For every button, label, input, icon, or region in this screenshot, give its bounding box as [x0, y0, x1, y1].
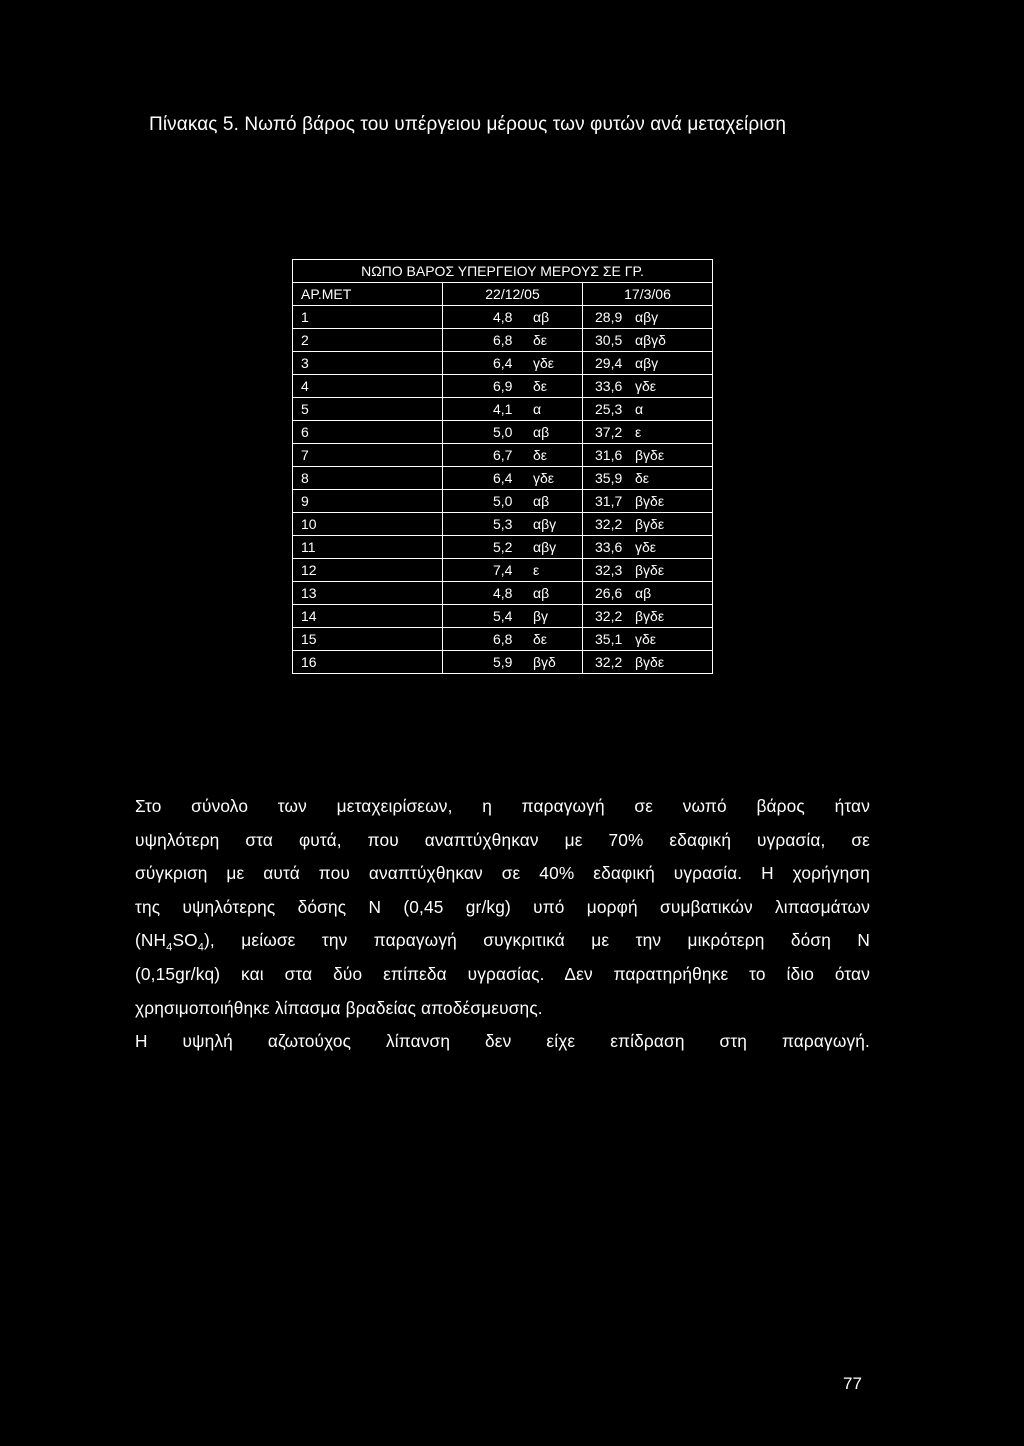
- table-row: [293, 329, 713, 352]
- treatment-number-cell: 15: [293, 628, 443, 651]
- paragraph-line: Στο σύνολο των μεταχειρίσεων, η παραγωγή σε νωπό βάρος ήταν: [135, 796, 870, 816]
- date-2-cell: [583, 306, 713, 329]
- table-row: [293, 467, 713, 490]
- weight-value: 6,9: [493, 378, 513, 394]
- significance-group: γδε: [635, 539, 657, 555]
- significance-group: γδε: [533, 470, 555, 486]
- data-table: [292, 259, 713, 674]
- weight-value: 5,0: [493, 493, 513, 509]
- date-1-cell: [443, 467, 583, 490]
- header-treatment-number: ΑΡ.ΜΕΤ: [293, 283, 443, 306]
- date-2-cell: [583, 444, 713, 467]
- weight-value: 6,8: [493, 631, 513, 647]
- date-2-cell: [583, 582, 713, 605]
- table-row: [293, 444, 713, 467]
- weight-value: 5,0: [493, 424, 513, 440]
- date-2-cell: [583, 421, 713, 444]
- date-1-cell: [443, 421, 583, 444]
- results-paragraph: [135, 790, 870, 1059]
- significance-group: γδε: [635, 631, 657, 647]
- page-number: 77: [843, 1374, 862, 1393]
- subscript: 4: [197, 941, 205, 954]
- significance-group: αβ: [635, 585, 652, 601]
- date-2-cell: [583, 513, 713, 536]
- paragraph-line: υψηλότερη στα φυτά, που αναπτύχθηκαν με 70% εδαφική υγρασία, σε: [135, 829, 870, 850]
- treatment-number-cell: 11: [293, 536, 443, 559]
- significance-group: α: [533, 401, 542, 417]
- weight-value: 5,4: [493, 608, 513, 624]
- treatment-number-cell: 8: [293, 467, 443, 490]
- weight-value: 7,4: [493, 562, 513, 578]
- date-1-cell: [443, 559, 583, 582]
- weight-value: 33,6: [595, 539, 623, 555]
- significance-group: βγδε: [635, 654, 665, 670]
- table-caption: Πίνακας 5. Νωπό βάρος του υπέργειου μέρους των φυτών ανά μεταχείριση: [149, 114, 787, 135]
- table-row: [293, 582, 713, 605]
- significance-group: ε: [533, 562, 540, 578]
- significance-group: αβγδ: [635, 332, 666, 348]
- weight-value: 6,8: [493, 332, 513, 348]
- significance-group: δε: [533, 332, 548, 348]
- significance-group: βγδε: [635, 493, 665, 509]
- significance-group: αβ: [533, 309, 550, 325]
- table-row: [293, 398, 713, 421]
- significance-group: αβγ: [533, 516, 557, 532]
- subscript: 4: [166, 941, 173, 954]
- treatment-number-cell: 2: [293, 329, 443, 352]
- significance-group: βγ: [533, 608, 549, 624]
- table-row: [293, 306, 713, 329]
- significance-group: αβ: [533, 493, 550, 509]
- significance-group: αβγ: [635, 355, 659, 371]
- treatment-number-cell: 9: [293, 490, 443, 513]
- treatment-number-cell: 3: [293, 352, 443, 375]
- weight-value: 6,4: [493, 355, 513, 371]
- table-row: [293, 352, 713, 375]
- significance-group: βγδε: [635, 562, 665, 578]
- date-1-cell: [443, 490, 583, 513]
- weight-value: 6,4: [493, 470, 513, 486]
- header-date-1: 22/12/05: [443, 283, 583, 306]
- weight-value: 33,6: [595, 378, 623, 394]
- treatment-number-cell: 4: [293, 375, 443, 398]
- date-1-cell: [443, 306, 583, 329]
- significance-group: δε: [635, 470, 650, 486]
- table-header-row: [293, 283, 713, 306]
- date-1-cell: [443, 605, 583, 628]
- date-1-cell: [443, 398, 583, 421]
- treatment-number-cell: 13: [293, 582, 443, 605]
- paragraph-line: της υψηλότερης δόσης Ν (0,45 gr/kg) υπό μορφή συμβατικών λιπασμάτων: [135, 896, 870, 917]
- treatment-number-cell: 14: [293, 605, 443, 628]
- weight-value: 32,2: [595, 654, 623, 670]
- significance-group: αβγ: [635, 309, 659, 325]
- date-2-cell: [583, 467, 713, 490]
- paragraph-line: [135, 924, 870, 958]
- significance-group: βγδε: [635, 447, 665, 463]
- date-1-cell: [443, 628, 583, 651]
- significance-group: δε: [533, 631, 548, 647]
- significance-group: βγδε: [635, 608, 665, 624]
- table-row: [293, 628, 713, 651]
- treatment-number-cell: 12: [293, 559, 443, 582]
- date-2-cell: [583, 605, 713, 628]
- header-date-2: 17/3/06: [583, 283, 713, 306]
- significance-group: ε: [635, 424, 642, 440]
- date-2-cell: [583, 651, 713, 674]
- significance-group: δε: [533, 378, 548, 394]
- weight-value: 25,3: [595, 401, 623, 417]
- weight-value: 32,3: [595, 562, 623, 578]
- paragraph-text: SO: [172, 930, 198, 951]
- weight-value: 32,2: [595, 516, 623, 532]
- treatment-number-cell: 10: [293, 513, 443, 536]
- weight-value: 35,1: [595, 631, 623, 647]
- weight-value: 28,9: [595, 309, 623, 325]
- date-1-cell: [443, 375, 583, 398]
- paragraph-text: ), μείωσε την παραγωγή συγκριτικά με την μικρότερη δόση Ν: [204, 930, 870, 951]
- weight-value: 29,4: [595, 355, 623, 371]
- date-2-cell: [583, 536, 713, 559]
- weight-value: 6,7: [493, 447, 513, 463]
- paragraph-text: (NH: [135, 930, 167, 951]
- paragraph-line: χρησιμοποιήθηκε λίπασμα βραδείας αποδέσμευσης.: [135, 997, 543, 1018]
- significance-group: βγδε: [635, 516, 665, 532]
- date-2-cell: [583, 352, 713, 375]
- date-2-cell: [583, 490, 713, 513]
- date-1-cell: [443, 352, 583, 375]
- treatment-number-cell: 6: [293, 421, 443, 444]
- paragraph-line: σύγκριση με αυτά που αναπτύχθηκαν σε 40% εδαφική υγρασία. Η χορήγηση: [135, 863, 870, 884]
- date-2-cell: [583, 398, 713, 421]
- weight-value: 4,1: [493, 401, 513, 417]
- weight-value: 4,8: [493, 309, 513, 325]
- date-2-cell: [583, 559, 713, 582]
- date-2-cell: [583, 628, 713, 651]
- table-row: [293, 421, 713, 444]
- significance-group: αβ: [533, 585, 550, 601]
- significance-group: βγδ: [533, 654, 556, 670]
- significance-group: γδε: [635, 378, 657, 394]
- date-1-cell: [443, 513, 583, 536]
- table-title-row: [293, 260, 713, 283]
- table-row: [293, 651, 713, 674]
- significance-group: δε: [533, 447, 548, 463]
- table-row: [293, 513, 713, 536]
- weight-value: 5,9: [493, 654, 513, 670]
- date-1-cell: [443, 444, 583, 467]
- weight-value: 30,5: [595, 332, 623, 348]
- weight-value: 5,2: [493, 539, 513, 555]
- treatment-number-cell: 1: [293, 306, 443, 329]
- date-2-cell: [583, 329, 713, 352]
- table-row: [293, 375, 713, 398]
- date-1-cell: [443, 651, 583, 674]
- paragraph-line: (0,15gr/kq) και στα δύο επίπεδα υγρασίας. Δεν παρατηρήθηκε το ίδιο όταν: [135, 963, 870, 984]
- weight-value: 31,7: [595, 493, 623, 509]
- treatment-number-cell: 5: [293, 398, 443, 421]
- weight-value: 32,2: [595, 608, 623, 624]
- significance-group: αβγ: [533, 539, 557, 555]
- weight-value: 5,3: [493, 516, 513, 532]
- weight-value: 31,6: [595, 447, 623, 463]
- treatment-number-cell: 16: [293, 651, 443, 674]
- table-row: [293, 490, 713, 513]
- weight-value: 35,9: [595, 470, 623, 486]
- date-1-cell: [443, 329, 583, 352]
- weight-value: 26,6: [595, 585, 623, 601]
- fresh-weight-table: [292, 259, 712, 674]
- table-row: [293, 605, 713, 628]
- table-row: [293, 536, 713, 559]
- table-row: [293, 559, 713, 582]
- table-title: ΝΩΠΟ ΒΑΡΟΣ ΥΠΕΡΓΕΙΟΥ ΜΕΡΟΥΣ ΣΕ ΓΡ.: [293, 260, 713, 283]
- weight-value: 4,8: [493, 585, 513, 601]
- treatment-number-cell: 7: [293, 444, 443, 467]
- significance-group: αβ: [533, 424, 550, 440]
- significance-group: γδε: [533, 355, 555, 371]
- date-1-cell: [443, 536, 583, 559]
- date-1-cell: [443, 582, 583, 605]
- date-2-cell: [583, 375, 713, 398]
- weight-value: 37,2: [595, 424, 623, 440]
- paragraph-line: Η υψηλή αζωτούχος λίπανση δεν είχε επίδραση στη παραγωγή.: [135, 1031, 870, 1052]
- significance-group: α: [635, 401, 644, 417]
